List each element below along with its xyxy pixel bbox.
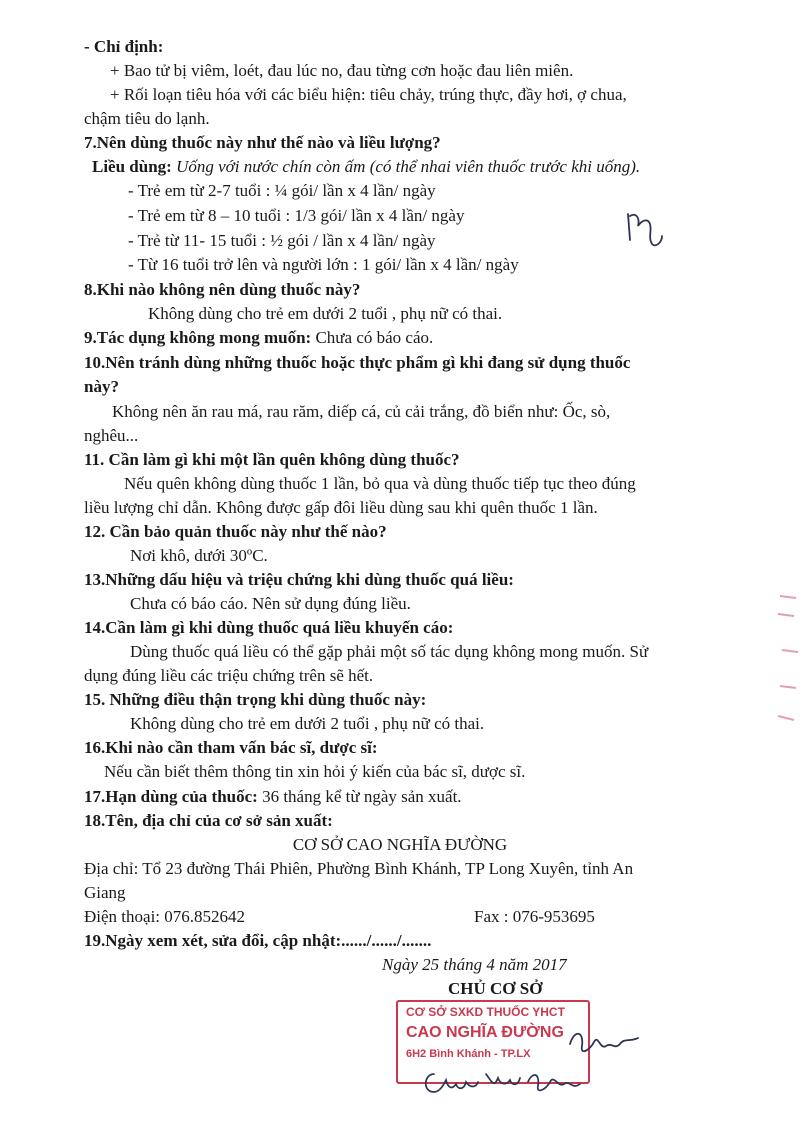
dose-age-11-15: - Trẻ từ 11- 15 tuổi : ½ gói / lần x 4 lần/ ngày [128,231,436,250]
dosage-label: Liều dùng: [92,157,172,176]
section-8-text: Không dùng cho trẻ em dưới 2 tuổi , phụ nữ có thai. [148,304,503,323]
dose-adult: - Từ 16 tuổi trở lên và người lớn : 1 gói/ lần x 4 lần/ ngày [128,255,519,274]
handwritten-initials [622,208,668,248]
section-12-heading: 12. Cần bảo quản thuốc này như thế nào? [84,522,387,541]
section-17-heading: 17.Hạn dùng của thuốc: [84,787,258,806]
signing-date: Ngày 25 tháng 4 năm 2017 [382,955,567,974]
dosage-line [92,156,640,178]
section-14-heading: 14.Cần làm gì khi dùng thuốc quá liều khuyến cáo: [84,618,454,637]
dose-age-8-10: - Trẻ em từ 8 – 10 tuổi : 1/3 gói/ lần x 4 lần/ ngày [128,206,465,225]
section-9-text: Chưa có báo cáo. [311,328,434,347]
section-19-heading: 19.Ngày xem xét, sửa đổi, cập nhật:....../....../....... [84,931,432,950]
section-16-text: Nếu cần biết thêm thông tin xin hỏi ý kiến của bác sĩ, dược sĩ. [104,762,526,781]
handwritten-name [420,1064,590,1100]
section-11-text: Nếu quên không dùng thuốc 1 lần, bỏ qua và dùng thuốc tiếp tục theo đúng [124,474,636,493]
indication-item-2-cont: chậm tiêu do lạnh. [84,109,210,128]
signatory-title: CHỦ CƠ SỞ [448,979,543,998]
address-line-cont: Giang [84,883,126,902]
section-9-line [84,327,433,349]
section-11-heading: 11. Cần làm gì khi một lần quên không dùng thuốc? [84,450,460,469]
stamp-line-2: CAO NGHĨA ĐƯỜNG [406,1024,564,1041]
section-10-heading: 10.Nên tránh dùng những thuốc hoặc thực phẩm gì khi đang sử dụng thuốc [84,353,631,372]
section-15-heading: 15. Những điều thận trọng khi dùng thuốc này: [84,690,427,709]
address-line: Địa chỉ: Tổ 23 đường Thái Phiên, Phường Bình Khánh, TP Long Xuyên, tỉnh An [84,859,634,878]
dosage-instruction: Uống với nước chín còn ấm (có thể nhai viên thuốc trước khi uống). [176,157,641,176]
section-15-text: Không dùng cho trẻ em dưới 2 tuổi , phụ nữ có thai. [130,714,485,733]
section-14-text: Dùng thuốc quá liều có thể gặp phải một số tác dụng không mong muốn. Sử [130,642,649,661]
section-12-text: Nơi khô, dưới 30ºC. [130,546,268,565]
section-13-heading: 13.Những dấu hiệu và triệu chứng khi dùng thuốc quá liều: [84,570,514,589]
signature-mark [564,1020,644,1064]
section-16-heading: 16.Khi nào cần tham vấn bác sĩ, dược sĩ: [84,738,378,757]
section-10-text-cont: nghêu... [84,426,139,445]
section-17-text: 36 tháng kể từ ngày sản xuất. [257,787,462,806]
section-7-heading: 7.Nên dùng thuốc này như thế nào và liều lượng? [84,133,441,152]
indication-item-2: + Rối loạn tiêu hóa với các biểu hiện: tiêu chảy, trúng thực, đầy hơi, ợ chua, [110,85,627,104]
section-11-text-cont: liều lượng chỉ dẫn. Không được gấp đôi liều dùng sau khi quên thuốc 1 lần. [84,498,598,517]
section-14-text-cont: dụng đúng liều các triệu chứng trên sẽ hết. [84,666,374,685]
section-13-text: Chưa có báo cáo. Nên sử dụng đúng liều. [130,594,411,613]
section-18-heading: 18.Tên, địa chỉ của cơ sở sản xuất: [84,811,333,830]
section-17-line [84,786,462,808]
phone-number: Điện thoại: 076.852642 [84,907,246,926]
section-9-heading: 9.Tác dụng không mong muốn: [84,328,312,347]
section-10-text: Không nên ăn rau má, rau răm, diếp cá, củ cải trắng, đồ biển như: Ốc, sò, [112,402,611,421]
indication-heading: - Chỉ định: [84,37,164,56]
stamp-line-1: CƠ SỞ SXKD THUỐC YHCT [406,1005,565,1019]
stamp-line-3: 6H2 Bình Khánh - TP.LX [406,1048,531,1060]
dose-age-2-7: - Trẻ em từ 2-7 tuổi : ¼ gói/ lần x 4 lần/ ngày [128,181,436,200]
manufacturer-name: CƠ SỞ CAO NGHĨA ĐƯỜNG [292,835,508,854]
section-8-heading: 8.Khi nào không nên dùng thuốc này? [84,280,361,299]
section-10-heading-cont: này? [84,377,119,396]
indication-item-1: + Bao tử bị viêm, loét, đau lúc no, đau từng cơn hoặc đau liên miên. [110,61,574,80]
fax-number: Fax : 076-953695 [474,907,595,926]
scan-edge-mark [774,590,800,740]
